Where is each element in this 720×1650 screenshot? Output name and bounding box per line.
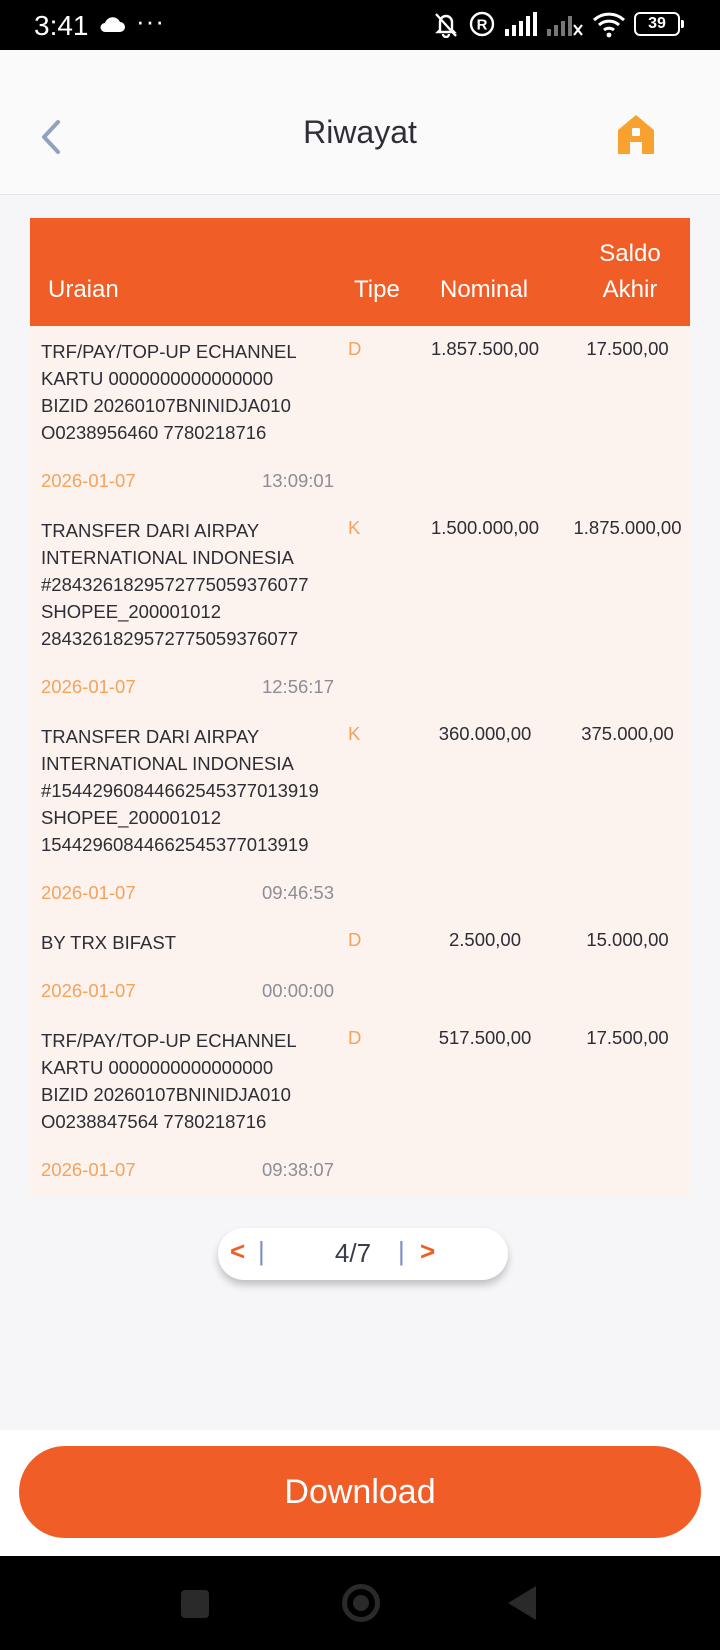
page-indicator: 4/7 <box>334 1238 372 1268</box>
description-line: BIZID 20260107BNINIDJA010 <box>41 1084 291 1105</box>
description-line: O0238956460 7780218716 <box>41 422 267 443</box>
description-line: O0238847564 7780218716 <box>41 1111 267 1132</box>
header-nominal: Nominal <box>440 276 529 303</box>
pagination-separator: | <box>398 1236 405 1266</box>
row-time: 00:00:00 <box>261 980 334 1001</box>
row-nominal: 1.857.500,00 <box>430 338 540 359</box>
row-type: D <box>348 1027 362 1048</box>
description-line: INTERNATIONAL INDONESIA <box>41 753 294 774</box>
header-saldo-line1: Saldo <box>599 240 661 267</box>
description-line: TRANSFER DARI AIRPAY <box>41 520 260 541</box>
status-time: 3:41 <box>34 10 89 41</box>
row-nominal: 1.500.000,00 <box>430 517 540 538</box>
row-date: 2026-01-07 <box>41 882 136 903</box>
row-date: 2026-01-07 <box>41 676 136 697</box>
description-line: KARTU 0000000000000000 <box>41 1057 274 1078</box>
description-line: INTERNATIONAL INDONESIA <box>41 547 294 568</box>
header-tipe: Tipe <box>354 276 400 303</box>
description-line: 2843261829572775059376077 <box>41 628 299 649</box>
description-line: 1544296084466254537701​3919 <box>41 834 309 855</box>
status-icons <box>432 10 680 38</box>
battery-level: 39 <box>648 15 666 32</box>
next-page-button[interactable]: > <box>420 1236 436 1266</box>
back-nav-icon[interactable] <box>508 1586 536 1620</box>
table-body <box>30 326 690 1194</box>
description-line: TRF/PAY/TOP-UP ECHANNEL <box>41 341 297 362</box>
row-description <box>41 723 341 858</box>
table-header <box>30 218 690 326</box>
bell-off-icon <box>432 10 460 38</box>
system-navigation-bar <box>0 1556 720 1650</box>
cloud-icon <box>98 14 126 34</box>
table-row[interactable] <box>30 505 690 711</box>
row-type: D <box>348 929 362 950</box>
row-nominal: 2.500,00 <box>448 929 521 950</box>
row-saldo-akhir: 15.000,00 <box>586 929 669 950</box>
row-type: K <box>348 723 361 744</box>
row-saldo-akhir: 375.000,00 <box>581 723 674 744</box>
header-saldo-line2: Akhir <box>602 276 658 303</box>
description-line: #1544296084466254537701​3919 <box>41 780 319 801</box>
description-line: #28432618295727750593760​77 <box>41 574 309 595</box>
description-line: SHOPEE_200001012 <box>41 601 221 622</box>
row-saldo-akhir: 17.500,00 <box>586 338 669 359</box>
wifi-icon <box>592 10 626 38</box>
description-line: TRANSFER DARI AIRPAY <box>41 726 260 747</box>
row-type: D <box>348 338 362 359</box>
row-type: K <box>348 517 361 538</box>
row-time: 13:09:01 <box>261 470 334 491</box>
header-uraian: Uraian <box>48 276 119 303</box>
pagination <box>218 1228 508 1280</box>
table-row[interactable] <box>30 711 690 917</box>
description-line: SHOPEE_200001012 <box>41 807 221 828</box>
row-date: 2026-01-07 <box>41 980 136 1001</box>
row-date: 2026-01-07 <box>41 470 136 491</box>
row-description <box>41 517 341 652</box>
row-time: 12:56:17 <box>261 676 334 697</box>
home-icon[interactable] <box>616 112 656 156</box>
row-time: 09:46:53 <box>261 882 334 903</box>
row-description <box>41 1027 341 1135</box>
row-description <box>41 338 341 446</box>
recent-apps-icon[interactable] <box>181 1590 209 1618</box>
header-saldo-akhir <box>575 236 685 308</box>
row-saldo-akhir: 17.500,00 <box>586 1027 669 1048</box>
row-date: 2026-01-07 <box>41 1159 136 1180</box>
table-row[interactable] <box>30 326 690 505</box>
row-nominal: 517.500,00 <box>438 1027 532 1048</box>
svg-text:R: R <box>476 16 488 34</box>
more-notifications-icon: ··· <box>136 6 165 36</box>
app-header <box>0 50 720 195</box>
description-line: BY TRX BIFAST <box>41 932 177 953</box>
pagination-separator: | <box>258 1236 265 1266</box>
download-button[interactable]: Download <box>19 1446 701 1538</box>
description-line: BIZID 20260107BNINIDJA010 <box>41 395 291 416</box>
description-line: TRF/PAY/TOP-UP ECHANNEL <box>41 1030 297 1051</box>
row-saldo-akhir: 1.875.000,00 <box>573 517 682 538</box>
row-nominal: 360.000,00 <box>438 723 532 744</box>
battery-icon <box>634 12 680 36</box>
bottom-bar <box>0 1430 720 1556</box>
status-bar <box>0 0 720 50</box>
row-time: 09:38:07 <box>261 1159 334 1180</box>
transaction-table <box>30 218 690 1198</box>
prev-page-button[interactable]: < <box>230 1236 246 1266</box>
table-row[interactable] <box>30 1015 690 1194</box>
signal-no-service-icon <box>546 11 584 37</box>
description-line: KARTU 0000000000000000 <box>41 368 274 389</box>
signal-icon <box>504 11 538 37</box>
registered-icon <box>468 10 496 38</box>
home-nav-icon[interactable] <box>342 1584 380 1622</box>
table-row[interactable] <box>30 917 690 1015</box>
row-description <box>41 929 341 956</box>
page-title: Riwayat <box>303 114 417 150</box>
